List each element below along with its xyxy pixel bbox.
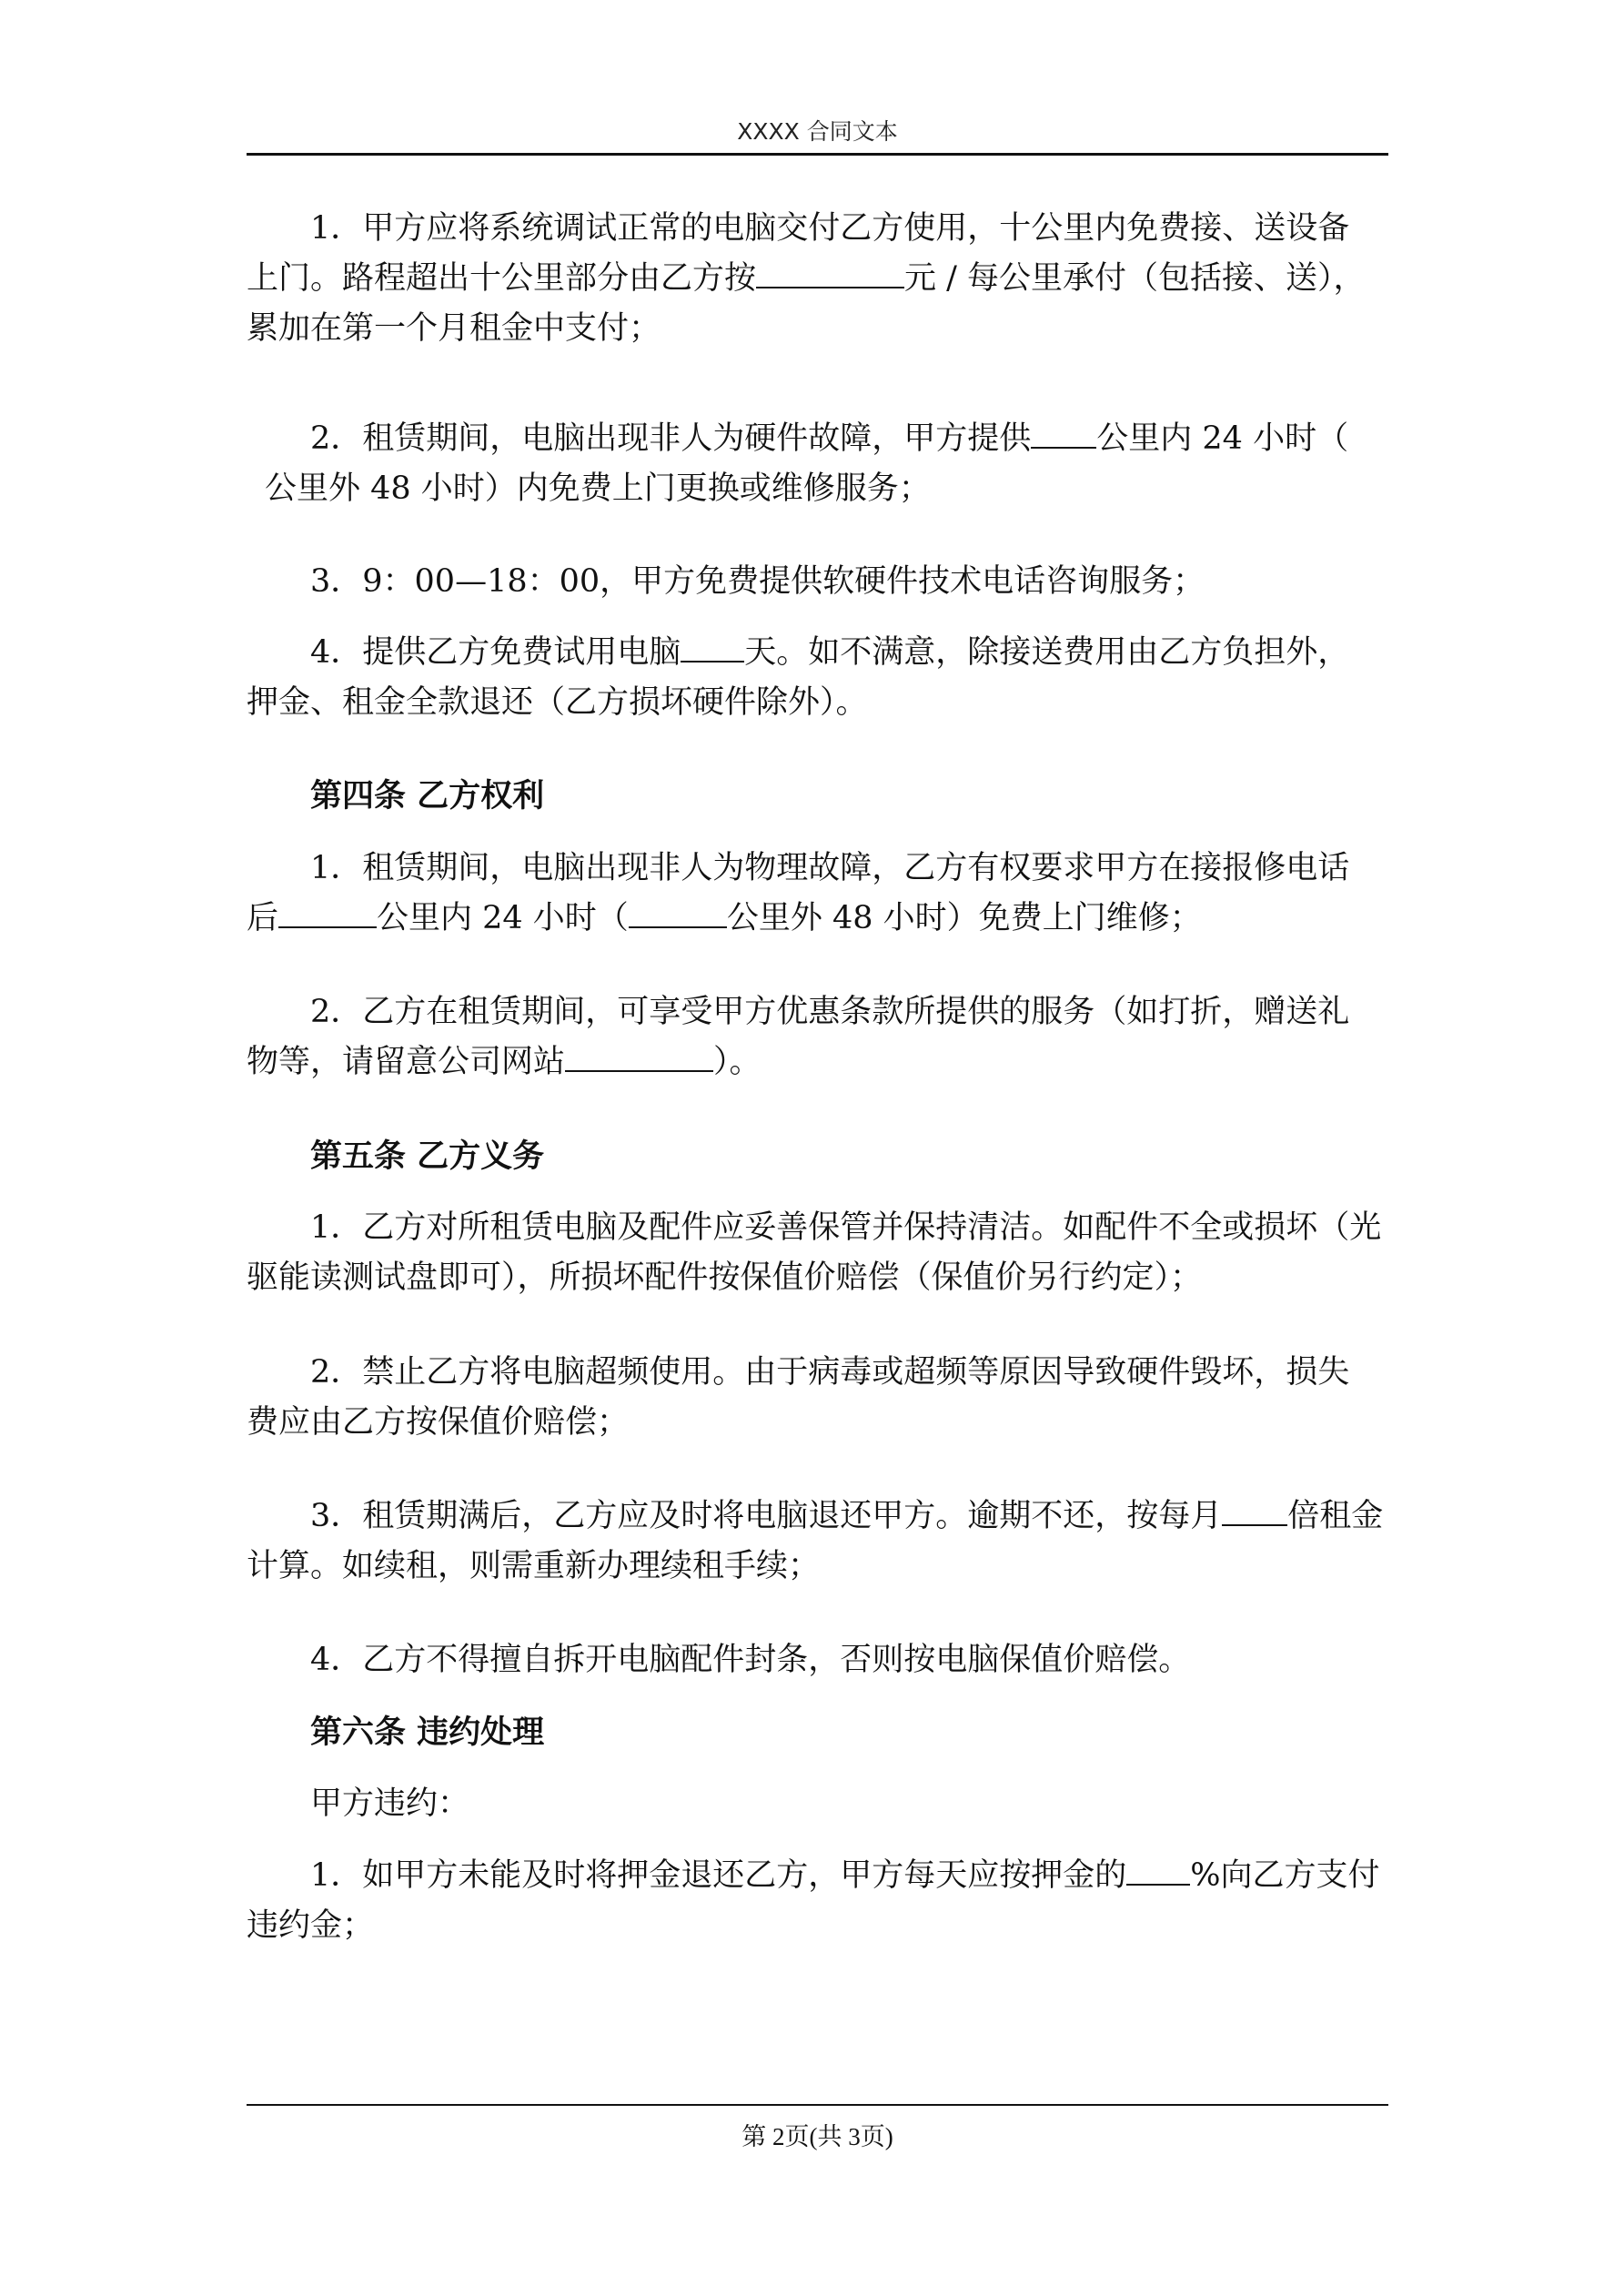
paragraph-repair-service bbox=[247, 414, 1388, 514]
text-span: 元 / 每公里承付（包括接、送）， bbox=[904, 260, 1366, 297]
fill-in-blank bbox=[681, 632, 744, 663]
text-span: 倍租金 bbox=[1287, 1498, 1384, 1534]
fill-in-blank bbox=[565, 1041, 713, 1072]
text-span: 公里内 24 小时（ bbox=[377, 900, 629, 936]
fill-in-blank bbox=[278, 897, 377, 928]
text-span: 1．如甲方未能及时将押金退还乙方，甲方每天应按押金的 bbox=[310, 1857, 1127, 1894]
text-line: 甲方违约： bbox=[310, 1785, 470, 1822]
text-span: 公里内 24 小时（ bbox=[1096, 420, 1349, 457]
text-line: 费应由乙方按保值价赔偿； bbox=[247, 1404, 630, 1441]
paragraph-seal-integrity bbox=[247, 1635, 1388, 1685]
text-line bbox=[247, 254, 1388, 304]
text-line: 3．9：00—18：00，甲方免费提供软硬件技术电话咨询服务； bbox=[310, 563, 1205, 600]
text-line: 1．租赁期间，电脑出现非人为物理故障，乙方有权要求甲方在接报修电话 bbox=[310, 850, 1350, 886]
text-line bbox=[247, 894, 1388, 944]
fill-in-blank bbox=[629, 897, 727, 928]
text-line: 2．乙方在租赁期间，可享受甲方优惠条款所提供的服务（如打折，赠送礼 bbox=[310, 994, 1350, 1030]
text-span: %向乙方支付 bbox=[1190, 1857, 1380, 1894]
text-line: 计算。如续租，则需重新办理续租手续； bbox=[247, 1548, 821, 1584]
paragraph-repair-rights bbox=[247, 844, 1388, 944]
fill-in-blank bbox=[1126, 1855, 1190, 1886]
text-span: 2．租赁期间，电脑出现非人为硬件故障，甲方提供 bbox=[310, 420, 1032, 457]
section-heading-article-4 bbox=[247, 771, 1388, 821]
section-heading-article-5 bbox=[247, 1131, 1388, 1181]
paragraph-return-on-expiry bbox=[247, 1492, 1388, 1592]
paragraph-party-a-breach bbox=[247, 1779, 1388, 1829]
paragraph-tech-support bbox=[247, 557, 1388, 607]
text-line: 累加在第一个月租金中支付； bbox=[247, 310, 661, 347]
text-span: 后 bbox=[247, 900, 279, 936]
page-number: 第 2页(共 3页) bbox=[741, 2123, 893, 2150]
text-span: 4．提供乙方免费试用电脑 bbox=[310, 634, 681, 671]
text-line: 2．禁止乙方将电脑超频使用。由于病毒或超频等原因导致硬件毁坏，损失 bbox=[310, 1354, 1350, 1391]
text-span: 3．租赁期满后，乙方应及时将电脑退还甲方。逾期不还，按每月 bbox=[310, 1498, 1223, 1534]
text-span: 物等，请留意公司网站 bbox=[247, 1044, 566, 1080]
text-line: 公里外 48 小时）内免费上门更换或维修服务； bbox=[265, 470, 931, 507]
paragraph-discount-services bbox=[247, 987, 1388, 1087]
fill-in-blank bbox=[1222, 1495, 1287, 1526]
heading-text: 第四条 乙方权利 bbox=[310, 777, 545, 814]
header-divider bbox=[247, 153, 1388, 156]
paragraph-no-overclocking bbox=[247, 1348, 1388, 1448]
fill-in-blank bbox=[1031, 418, 1096, 449]
paragraph-device-delivery bbox=[247, 204, 1388, 354]
text-line: 驱能读测试盘即可），所损坏配件按保值价赔偿（保值价另行约定）； bbox=[247, 1259, 1203, 1296]
text-line: 4．乙方不得擅自拆开电脑配件封条，否则按电脑保值价赔偿。 bbox=[310, 1642, 1191, 1678]
fill-in-blank bbox=[756, 258, 904, 288]
text-line bbox=[247, 1037, 1388, 1087]
text-line bbox=[247, 628, 1388, 678]
paragraph-deposit-penalty bbox=[247, 1851, 1388, 1951]
paragraph-free-trial bbox=[247, 628, 1388, 728]
text-line: 违约金； bbox=[247, 1907, 375, 1944]
page-header-title: XXXX 合同文本 bbox=[737, 118, 898, 145]
heading-text: 第五条 乙方义务 bbox=[310, 1138, 545, 1175]
text-line bbox=[247, 1851, 1388, 1901]
heading-text: 第六条 违约处理 bbox=[310, 1714, 545, 1751]
text-line: 1．乙方对所租赁电脑及配件应妥善保管并保持清洁。如配件不全或损坏（光 bbox=[310, 1209, 1382, 1246]
text-line bbox=[247, 1492, 1388, 1542]
paragraph-care-of-equipment bbox=[247, 1203, 1388, 1303]
text-line: 1．甲方应将系统调试正常的电脑交付乙方使用，十公里内免费接、送设备 bbox=[310, 210, 1350, 247]
text-span: 天。如不满意，除接送费用由乙方负担外， bbox=[744, 634, 1350, 671]
text-span: 上门。路程超出十公里部分由乙方按 bbox=[247, 260, 757, 297]
text-span: ）。 bbox=[713, 1044, 762, 1080]
footer-divider bbox=[247, 2104, 1388, 2106]
section-heading-article-6 bbox=[247, 1707, 1388, 1757]
text-line: 押金、租金全款退还（乙方损坏硬件除外）。 bbox=[247, 684, 868, 721]
text-span: 公里外 48 小时）免费上门维修； bbox=[726, 900, 1202, 936]
text-line bbox=[247, 414, 1388, 464]
